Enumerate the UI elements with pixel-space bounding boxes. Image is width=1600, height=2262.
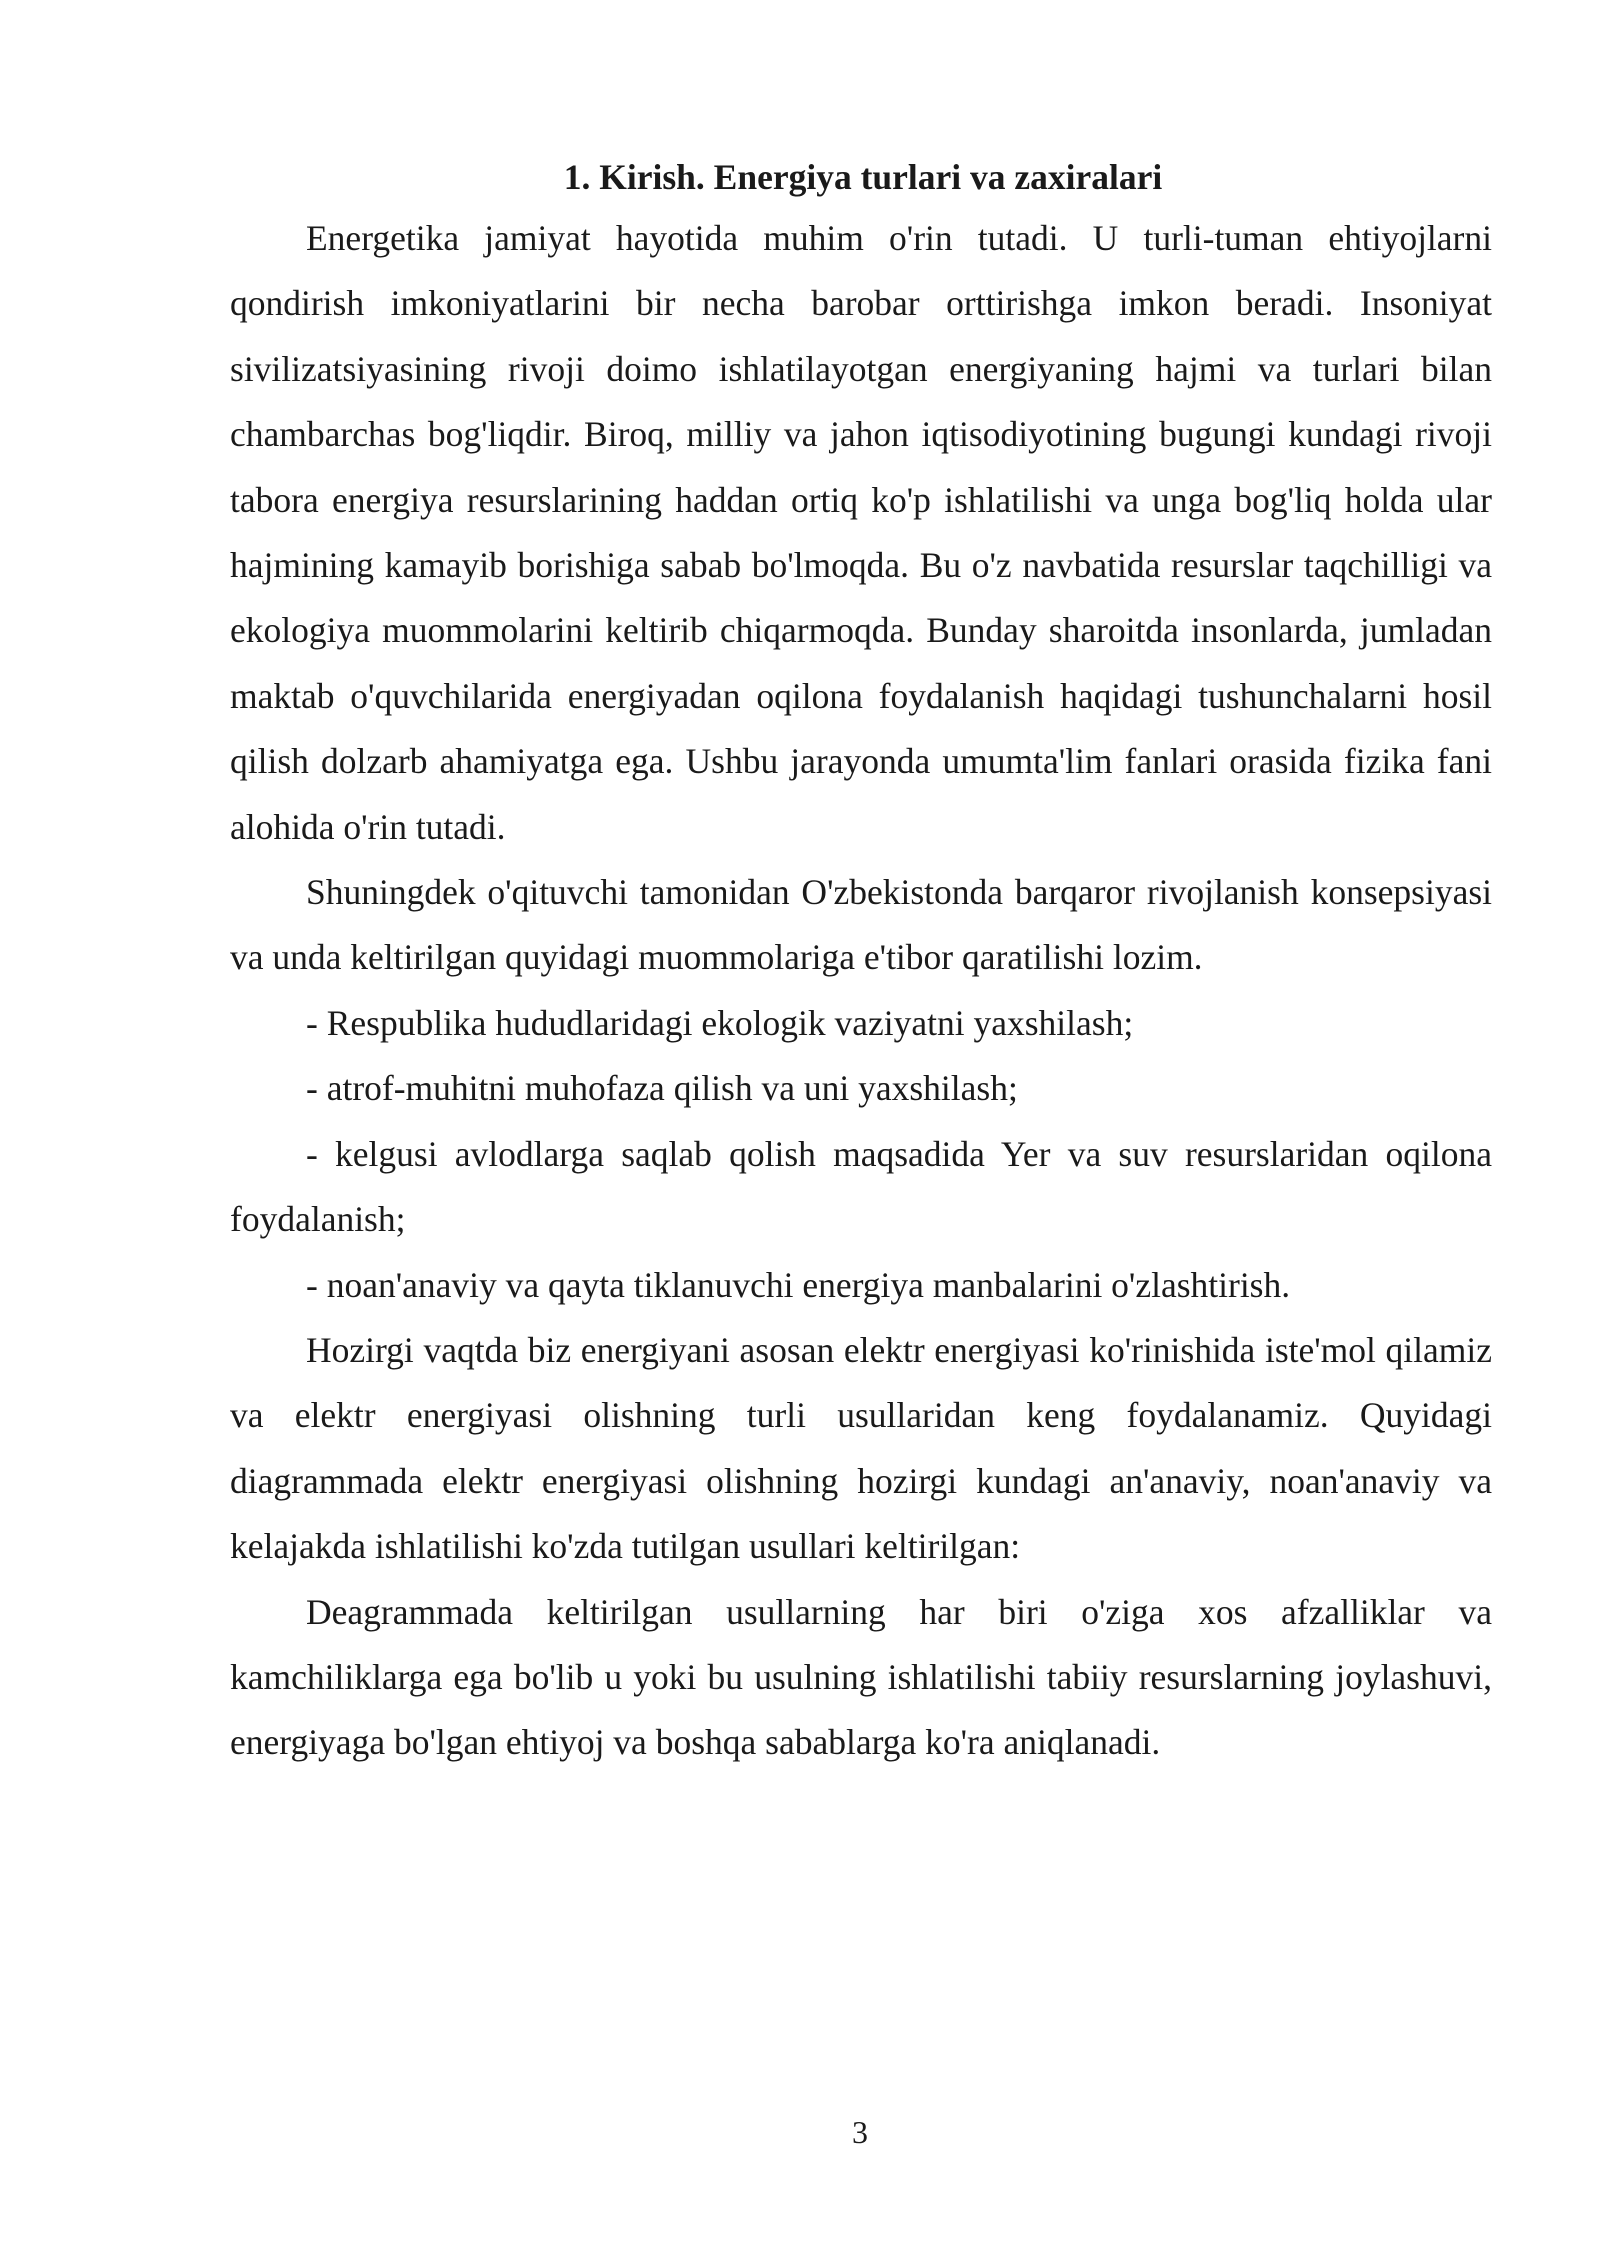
page-number: 3 <box>852 2114 868 2150</box>
paragraph-intro: Energetika jamiyat hayotida muhim o'rin tutadi. U turli-tuman ehtiyojlarni qondirish imkoniyatlarini bir necha barobar orttirishga imkon beradi. Insoniyat sivilizatsiyasining rivoji doimo ishlatilayotgan energiyaning hajmi va turlari bilan chambarchas bog'liqdir. Biroq, milliy va jahon iqtisodiyotining bugungi kundagi rivoji tabora energiya resurslarining haddan ortiq ko'p ishlatilishi va unga bog'liq holda ular hajmining kamayib borishiga sabab bo'lmoqda. Bu o'z navbatida resurslar taqchilligi va ekologiya muommolarini keltirib chiqarmoqda. Bunday sharoitda insonlarda, jumladan maktab o'quvchilarida energiyadan oqilona foydalanish haqidagi tushunchalarni hosil qilish dolzarb ahamiyatga ega. Ushbu jarayonda umumta'lim fanlari orasida fizika fani alohida o'rin tutadi. <box>230 218 1492 847</box>
paragraph-electricity: Hozirgi vaqtda biz energiyani asosan elektr energiyasi ko'rinishida iste'mol qilamiz va elektr energiyasi olishning turli usullaridan keng foydalanamiz. Quyidagi diagrammada elektr energiyasi olishning hozirgi kundagi an'anaviy, noan'anaviy va kelajakda ishlatilishi ko'zda tutilgan usullari keltirilgan: <box>230 1329 1492 1567</box>
paragraph-concept: Shuningdek o'qituvchi tamonidan O'zbekistonda barqaror rivojlanish konsepsiyasi va unda keltirilgan quyidagi muommolariga e'tibor qaratilishi lozim. <box>230 872 1492 978</box>
paragraph-diagram: Deagrammada keltirilgan usullarning har biri o'ziga xos afzalliklar va kamchiliklarga ega bo'lib u yoki bu usulning ishlatilishi tabiiy resurslarning joylashuvi, energiyaga bo'lgan ehtiyoj va boshqa sabablarga ko'ra aniqlanadi. <box>230 1591 1492 1763</box>
list-item-resources: - kelgusi avlodlarga saqlab qolish maqsadida Yer va suv resurslaridan oqilona foydalanish; <box>230 1133 1492 1240</box>
page-content <box>230 148 1492 1776</box>
list-item-renewable: - noan'anaviy va qayta tiklanuvchi energiya manbalarini o'zlashtirish. <box>306 1264 1291 1305</box>
list-item-environment: - atrof-muhitni muhofaza qilish va uni yaxshilash; <box>306 1068 1018 1109</box>
section-heading: 1. Kirish. Energiya turlari va zaxiralari <box>563 157 1163 197</box>
list-item-ecology: - Respublika hududlaridagi ekologik vaziyatni yaxshilash; <box>306 1002 1134 1043</box>
